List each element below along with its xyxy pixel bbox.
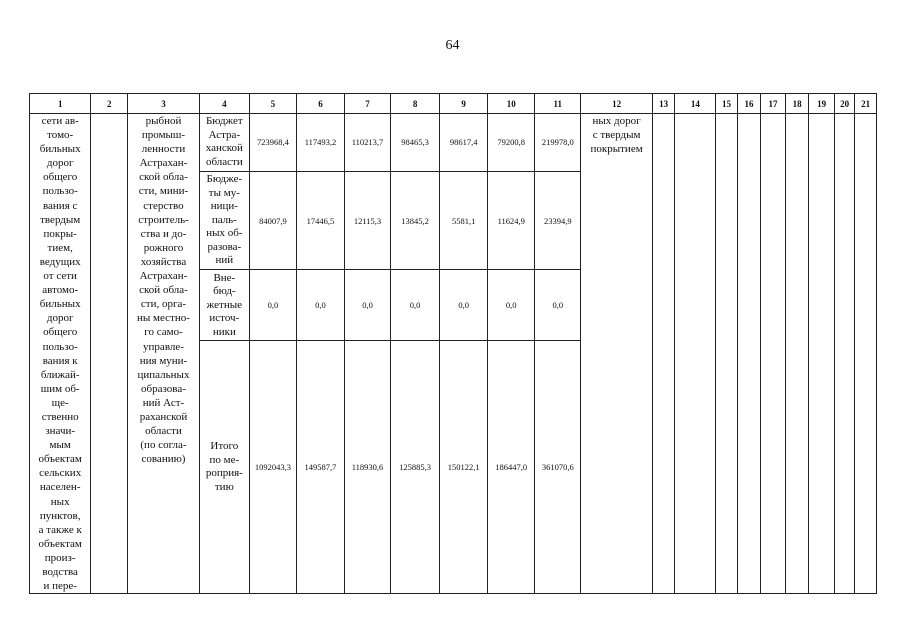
table-row <box>30 114 877 172</box>
executor-cell <box>128 114 200 594</box>
empty-cell-col13 <box>652 114 675 594</box>
total-value-cell: 125885,3 <box>391 341 440 594</box>
empty-cell-col2 <box>91 114 128 594</box>
empty-cell-col17 <box>761 114 786 594</box>
value-cell: 13845,2 <box>391 171 440 270</box>
value-cell: 723968,4 <box>249 114 296 172</box>
header-cell-16: 16 <box>737 94 761 114</box>
value-cell: 0,0 <box>488 270 535 341</box>
total-value-cell: 186447,0 <box>488 341 535 594</box>
value-cell: 0,0 <box>296 270 344 341</box>
result-cell <box>581 114 653 594</box>
header-cell-7: 7 <box>345 94 391 114</box>
value-cell: 0,0 <box>345 270 391 341</box>
funding-source: Вне- бюд- жетные источ- ники <box>199 270 249 341</box>
header-cell-3: 3 <box>128 94 200 114</box>
value-cell: 0,0 <box>440 270 488 341</box>
activity-description: сети ав- томо- бильных дорог общего пользо- вания с твердым покры- тием, ведущих от сети автомо- бильных дорог общего пользо- вания к ближай- шим об- ще- ственно значи- мым объектам сельских населен- ных пунктов, а также к объектам произ- водства и пере- <box>38 115 82 593</box>
header-cell-8: 8 <box>391 94 440 114</box>
header-cell-21: 21 <box>855 94 877 114</box>
funding-source: Бюджет Астра- ханской области <box>199 114 249 172</box>
empty-cell-col16 <box>737 114 761 594</box>
header-cell-14: 14 <box>675 94 716 114</box>
total-value-cell: 150122,1 <box>440 341 488 594</box>
value-cell: 98465,3 <box>391 114 440 172</box>
header-cell-5: 5 <box>249 94 296 114</box>
total-value-cell: 361070,6 <box>535 341 581 594</box>
empty-cell-col20 <box>834 114 854 594</box>
value-cell: 0,0 <box>249 270 296 341</box>
value-cell: 219978,0 <box>535 114 581 172</box>
value-cell: 11624,9 <box>488 171 535 270</box>
activity-description-cell <box>30 114 91 594</box>
header-cell-12: 12 <box>581 94 653 114</box>
empty-cell-col14 <box>675 114 716 594</box>
header-cell-6: 6 <box>296 94 344 114</box>
header-cell-19: 19 <box>809 94 835 114</box>
header-cell-11: 11 <box>535 94 581 114</box>
empty-cell-col19 <box>809 114 835 594</box>
header-cell-20: 20 <box>834 94 854 114</box>
total-value-cell: 149587,7 <box>296 341 344 594</box>
value-cell: 98617,4 <box>440 114 488 172</box>
value-cell: 12115,3 <box>345 171 391 270</box>
value-cell: 79200,8 <box>488 114 535 172</box>
value-cell: 0,0 <box>535 270 581 341</box>
header-cell-18: 18 <box>785 94 809 114</box>
program-table <box>29 93 877 594</box>
header-cell-9: 9 <box>440 94 488 114</box>
header-cell-4: 4 <box>199 94 249 114</box>
value-cell: 0,0 <box>391 270 440 341</box>
total-value-cell: 118930,6 <box>345 341 391 594</box>
empty-cell-col21 <box>855 114 877 594</box>
value-cell: 117493,2 <box>296 114 344 172</box>
header-cell-2: 2 <box>91 94 128 114</box>
total-value-cell: 1092043,3 <box>249 341 296 594</box>
value-cell: 17446,5 <box>296 171 344 270</box>
result-text: ных дорог с твердым покрытием <box>590 115 643 156</box>
value-cell: 110213,7 <box>345 114 391 172</box>
header-cell-10: 10 <box>488 94 535 114</box>
empty-cell-col18 <box>785 114 809 594</box>
header-row <box>30 94 877 114</box>
funding-source-total: Итого по ме- роприя- тию <box>199 341 249 594</box>
funding-source: Бюдже- ты му- ници- паль- ных об- разова- ний <box>199 171 249 270</box>
header-cell-13: 13 <box>652 94 675 114</box>
header-cell-17: 17 <box>761 94 786 114</box>
value-cell: 84007,9 <box>249 171 296 270</box>
header-cell-15: 15 <box>716 94 737 114</box>
value-cell: 5581,1 <box>440 171 488 270</box>
header-cell-1: 1 <box>30 94 91 114</box>
executor-text: рыбной промыш- ленности Астрахан- ской обла- сти, мини- стерство строитель- ства и до- рожного хозяйства Астрахан- ской обла- сти, орга- ны местно- го само- управле- ния муни- ципальных образова- ний Аст- раханской области (по согла- сованию) <box>137 115 190 466</box>
empty-cell-col15 <box>716 114 737 594</box>
value-cell: 23394,9 <box>535 171 581 270</box>
page-number: 64 <box>445 38 460 53</box>
